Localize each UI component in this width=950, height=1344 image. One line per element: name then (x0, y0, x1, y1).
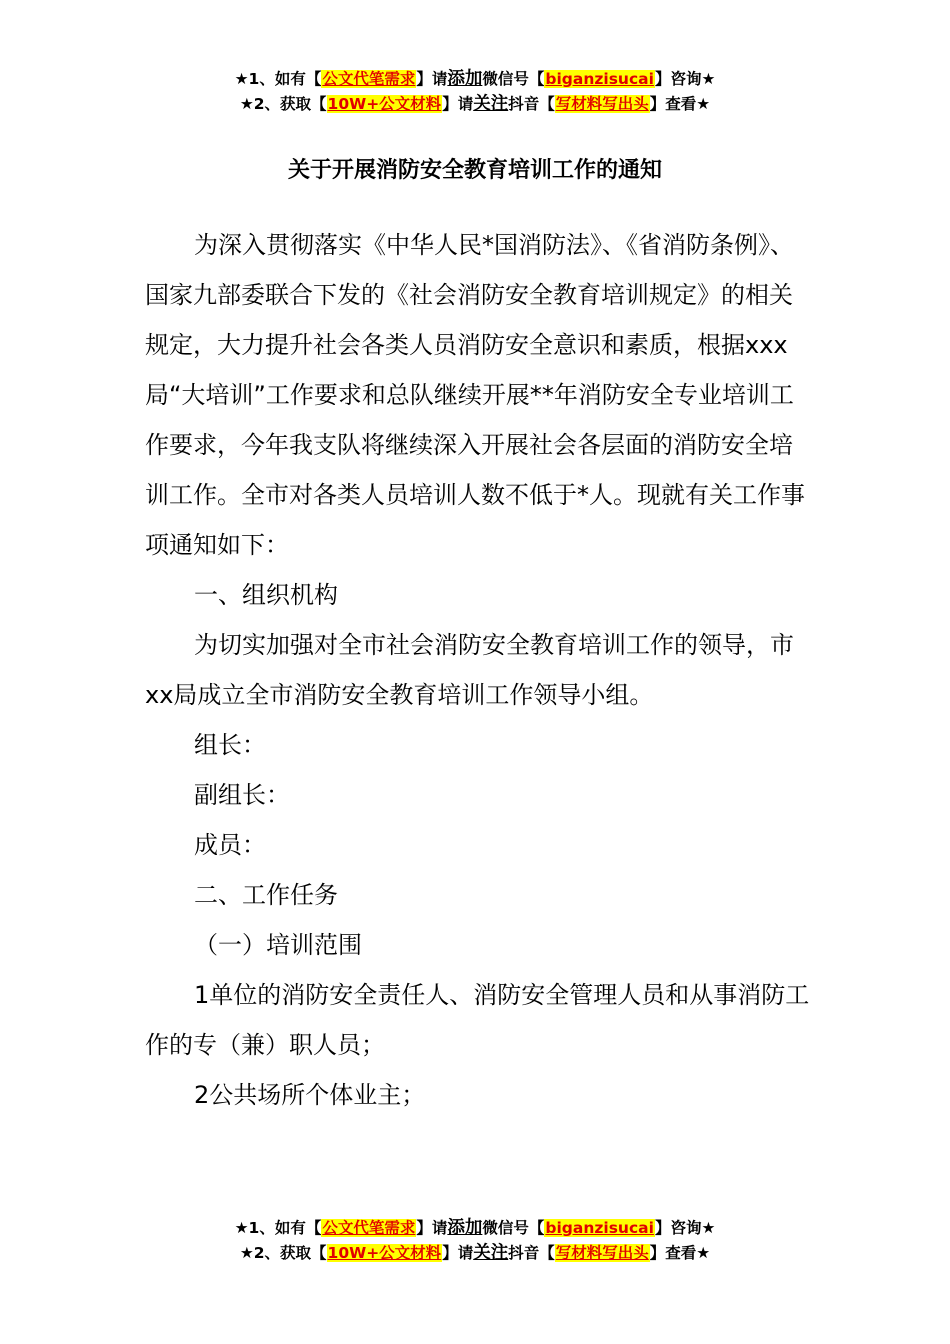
ghostwriting-highlight: 公文代笔需求 (322, 70, 416, 88)
intro-paragraph: 为深入贯彻落实《中华人民*国消防法》、《省消防条例》、国家九部委联合下发的《社会消防安全教育培训规定》的相关规定，大力提升社会各类人员消防安全意识和素质，根据xxx局“大培训”工作要求和总队继续开展**年消防安全专业培训工作要求，今年我支队将继续深入开展社会各层面的消防安全培训工作。全市对各类人员培训人数不低于*人。现就有关工作事项通知如下： (145, 231, 805, 559)
list-item-2: 2公共场所个体业主； (194, 1081, 426, 1109)
section-heading-2: 二、工作任务 (194, 881, 338, 909)
banner-line-1: ★1、如有【公文代笔需求】请添加微信号【biganzisucai】咨询★ (234, 1218, 716, 1238)
document-body (145, 220, 810, 1120)
materials-highlight: 10W+公文材料 (327, 1244, 442, 1262)
banner-line-1: ★1、如有【公文代笔需求】请添加微信号【biganzisucai】咨询★ (234, 69, 716, 89)
vice-leader-line: 副组长： (194, 781, 290, 809)
banner-line-2: ★2、获取【10W+公文材料】请关注抖音【写材料写出头】查看★ (239, 1243, 711, 1263)
section-heading-1: 一、组织机构 (194, 581, 338, 609)
section1-paragraph: 为切实加强对全市社会消防安全教育培训工作的领导，市xx局成立全市消防安全教育培训工作领导小组。 (145, 631, 794, 709)
header-banner (0, 67, 950, 117)
subsection-heading-1: （一）培训范围 (194, 931, 362, 959)
wechat-id: biganzisucai (545, 1219, 654, 1237)
ghostwriting-highlight: 公文代笔需求 (322, 1219, 416, 1237)
materials-highlight: 10W+公文材料 (327, 95, 442, 113)
footer-banner (0, 1216, 950, 1266)
douyin-account: 写材料写出头 (555, 1244, 649, 1262)
members-line: 成员： (194, 831, 266, 859)
banner-line-2: ★2、获取【10W+公文材料】请关注抖音【写材料写出头】查看★ (239, 94, 711, 114)
wechat-id: biganzisucai (545, 70, 654, 88)
leader-line: 组长： (194, 731, 266, 759)
document-title: 关于开展消防安全教育培训工作的通知 (287, 158, 662, 183)
douyin-account: 写材料写出头 (555, 95, 649, 113)
list-item-1: 1单位的消防安全责任人、消防安全管理人员和从事消防工作的专（兼）职人员； (145, 981, 810, 1059)
